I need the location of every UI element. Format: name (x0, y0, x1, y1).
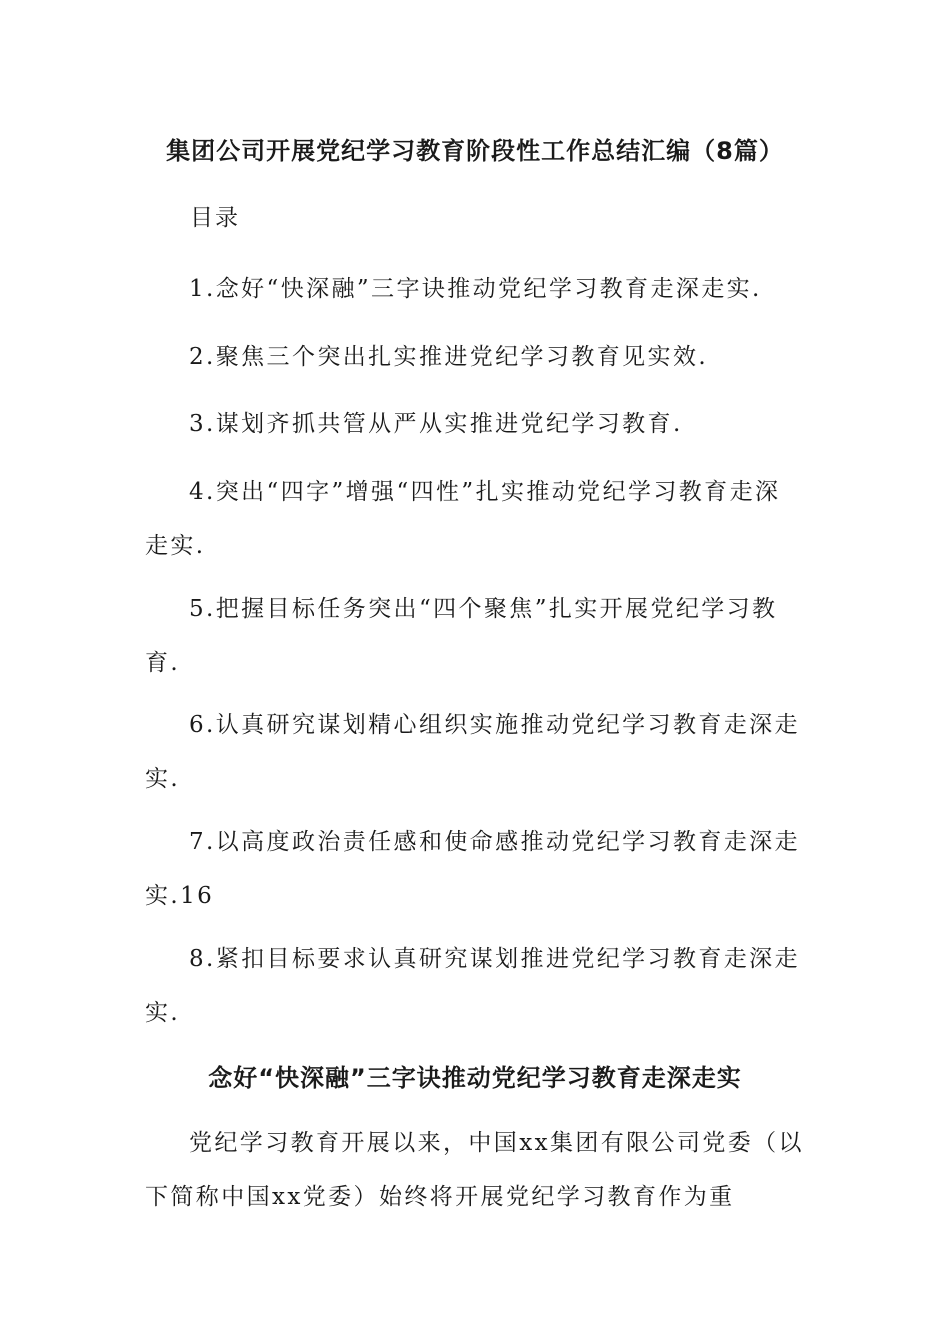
toc-item-4: 4.突出“四字”增强“四性”扎实推动党纪学习教育走深走实. (145, 479, 781, 559)
section-title: 念好“快深融”三字诀推动党纪学习教育走深走实 (208, 1064, 742, 1092)
toc-item-3: 3.谋划齐抓共管从严从实推进党纪学习教育. (189, 411, 683, 437)
toc-item-7: 7.以高度政治责任感和使命感推动党纪学习教育走深走实.16 (145, 829, 800, 909)
toc-item-5: 5.把握目标任务突出“四个聚焦”扎实开展党纪学习教育. (145, 596, 778, 676)
document-title: 集团公司开展党纪学习教育阶段性工作总结汇编（8篇） (166, 137, 784, 165)
toc-item-8: 8.紧扣目标要求认真研究谋划推进党纪学习教育走深走实. (145, 946, 800, 1026)
toc-item-1: 1.念好“快深融”三字诀推动党纪学习教育走深走实. (189, 276, 762, 302)
body-paragraph: 党纪学习教育开展以来，中国xx集团有限公司党委（以下简称中国xx党委）始终将开展党纪学习教育作为重 (145, 1130, 804, 1210)
toc-item-6: 6.认真研究谋划精心组织实施推动党纪学习教育走深走实. (145, 712, 800, 792)
toc-item-2: 2.聚焦三个突出扎实推进党纪学习教育见实效. (189, 344, 709, 370)
toc-label: 目录 (190, 205, 240, 231)
